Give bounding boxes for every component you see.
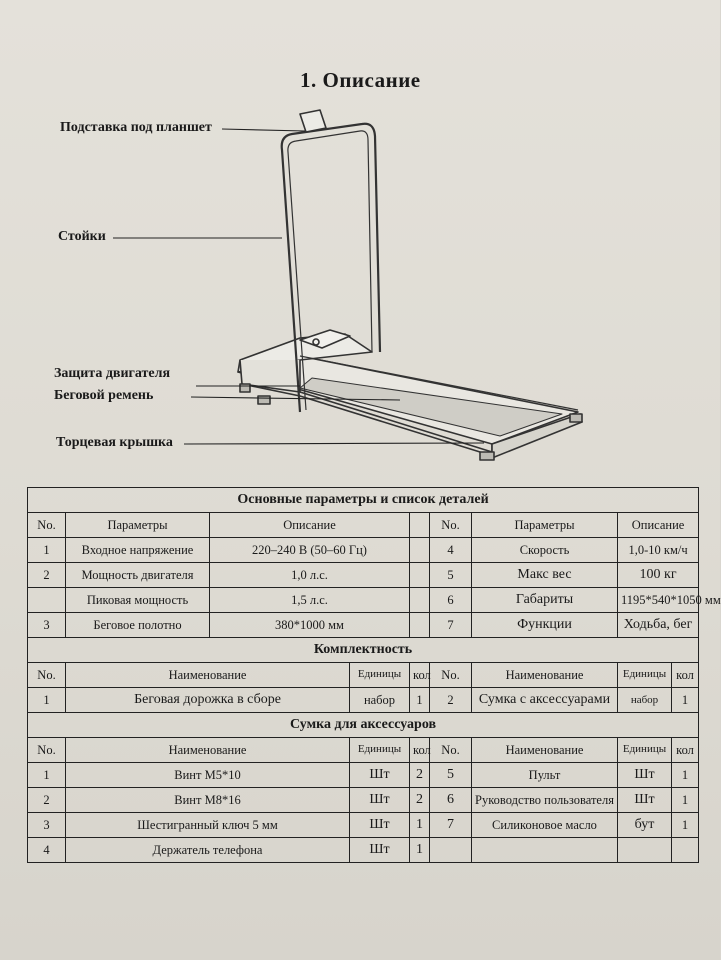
spec-param: Пиковая мощность	[66, 588, 210, 613]
bag-no: 2	[28, 788, 66, 813]
bag-unit: Шт	[618, 788, 672, 813]
bag-qty: 1	[410, 838, 430, 863]
treadmill-illustration	[0, 0, 720, 480]
bag-no: 1	[28, 763, 66, 788]
kit-no: 2	[430, 688, 472, 713]
col-unit: Единицы	[350, 738, 410, 763]
divider	[410, 538, 430, 563]
spec-no: 3	[28, 613, 66, 638]
section-title-bag: Сумка для аксессуаров	[28, 713, 699, 738]
bag-unit: Шт	[350, 838, 410, 863]
spec-no: 7	[430, 613, 472, 638]
bag-qty	[672, 838, 699, 863]
spec-param: Беговое полотно	[66, 613, 210, 638]
col-desc: Описание	[210, 513, 410, 538]
col-no: No.	[430, 513, 472, 538]
bag-qty: 1	[672, 813, 699, 838]
bag-name	[472, 838, 618, 863]
spec-param: Габариты	[472, 588, 618, 613]
page-title: 1. Описание	[300, 68, 421, 92]
bag-unit: Шт	[618, 763, 672, 788]
parameters-table	[27, 487, 721, 863]
col-unit: Единицы	[618, 663, 672, 688]
kit-no: 1	[28, 688, 66, 713]
col-unit: Единицы	[350, 663, 410, 688]
kit-name: Беговая дорожка в сборе	[66, 688, 350, 713]
spec-param: Мощность двигателя	[66, 563, 210, 588]
bag-name: Пульт	[472, 763, 618, 788]
spec-desc: 1,0 л.с.	[210, 563, 410, 588]
spec-param: Входное напряжение	[66, 538, 210, 563]
bag-qty: 1	[410, 813, 430, 838]
kit-unit: набор	[618, 688, 672, 713]
bag-unit: Шт	[350, 788, 410, 813]
col-qty: кол	[410, 738, 430, 763]
bag-name: Винт M5*10	[66, 763, 350, 788]
col-unit: Единицы	[618, 738, 672, 763]
kit-unit: набор	[350, 688, 410, 713]
divider	[410, 513, 430, 538]
bag-no: 6	[430, 788, 472, 813]
bag-no: 4	[28, 838, 66, 863]
bag-qty: 1	[672, 788, 699, 813]
col-name: Наименование	[472, 738, 618, 763]
spec-desc: 1,5 л.с.	[210, 588, 410, 613]
label-motor-cover: Защита двигателя	[54, 366, 171, 381]
divider	[410, 563, 430, 588]
spec-desc: Ходьба, бег	[618, 613, 699, 638]
spec-desc: 100 кг	[618, 563, 699, 588]
bag-no: 7	[430, 813, 472, 838]
spec-desc: 1,0-10 км/ч	[618, 538, 699, 563]
label-uprights: Стойки	[58, 229, 106, 244]
spec-desc: 220–240 В (50–60 Гц)	[210, 538, 410, 563]
section-title-specs: Основные параметры и список деталей	[28, 488, 699, 513]
spec-no	[28, 588, 66, 613]
spec-no: 5	[430, 563, 472, 588]
col-no: No.	[28, 663, 66, 688]
spec-param: Скорость	[472, 538, 618, 563]
spec-no: 6	[430, 588, 472, 613]
col-no: No.	[28, 738, 66, 763]
kit-qty: 1	[672, 688, 699, 713]
bag-name: Шестигранный ключ 5 мм	[66, 813, 350, 838]
col-param: Параметры	[472, 513, 618, 538]
spec-no: 2	[28, 563, 66, 588]
col-qty: кол	[672, 738, 699, 763]
bag-name: Держатель телефона	[66, 838, 350, 863]
kit-name: Сумка с аксессуарами	[472, 688, 618, 713]
divider	[410, 613, 430, 638]
spec-param: Макс вес	[472, 563, 618, 588]
bag-no	[430, 838, 472, 863]
bag-unit	[618, 838, 672, 863]
bag-no: 3	[28, 813, 66, 838]
bag-qty: 1	[672, 763, 699, 788]
col-qty: кол	[410, 663, 430, 688]
section-title-kit: Комплектность	[28, 638, 699, 663]
label-end-cap: Торцевая крышка	[56, 435, 173, 450]
bag-name: Руководство пользователя	[472, 788, 618, 813]
bag-unit: Шт	[350, 763, 410, 788]
spec-param: Функции	[472, 613, 618, 638]
label-tablet-holder: Подставка под планшет	[60, 120, 212, 135]
bag-name: Силиконовое масло	[472, 813, 618, 838]
bag-unit: бут	[618, 813, 672, 838]
col-name: Наименование	[66, 738, 350, 763]
col-name: Наименование	[472, 663, 618, 688]
bag-name: Винт M8*16	[66, 788, 350, 813]
col-name: Наименование	[66, 663, 350, 688]
bag-no: 5	[430, 763, 472, 788]
label-belt: Беговой ремень	[54, 388, 154, 403]
spec-desc: 1195*540*1050 мм	[618, 588, 699, 613]
col-no: No.	[430, 738, 472, 763]
col-qty: кол	[672, 663, 699, 688]
col-desc: Описание	[618, 513, 699, 538]
bag-unit: Шт	[350, 813, 410, 838]
col-param: Параметры	[66, 513, 210, 538]
bag-qty: 2	[410, 788, 430, 813]
divider	[410, 588, 430, 613]
spec-no: 4	[430, 538, 472, 563]
col-no: No.	[430, 663, 472, 688]
kit-qty: 1	[410, 688, 430, 713]
spec-no: 1	[28, 538, 66, 563]
bag-qty: 2	[410, 763, 430, 788]
col-no: No.	[28, 513, 66, 538]
spec-desc: 380*1000 мм	[210, 613, 410, 638]
